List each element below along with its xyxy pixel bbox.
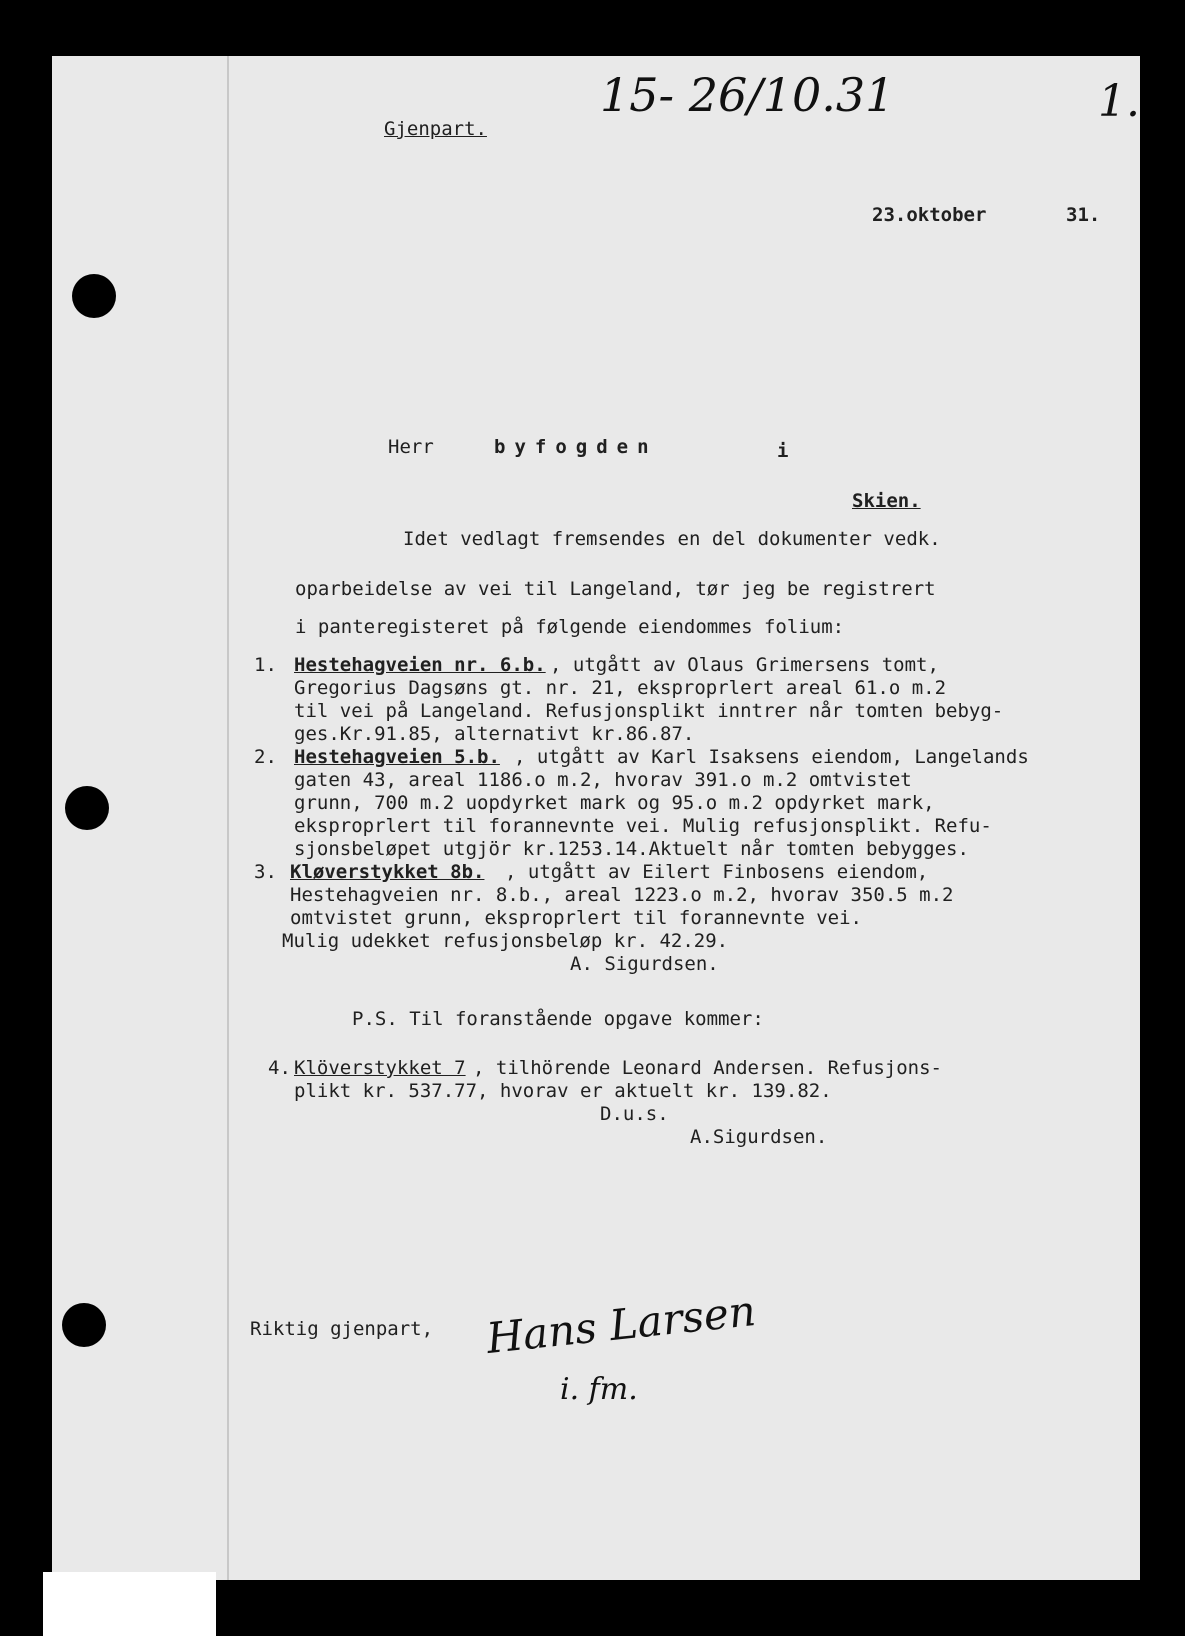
intro-line-2: oparbeidelse av vei til Langeland, tør jeg be registrert	[295, 578, 936, 600]
item-line: Gregorius Dagsøns gt. nr. 21, eksproprlert areal 61.o m.2	[294, 677, 947, 699]
item-title: Hestehagveien 5.b.	[294, 746, 500, 768]
item-title: Hestehagveien nr. 6.b.	[294, 654, 546, 676]
certification-text: Riktig gjenpart,	[250, 1318, 434, 1340]
recipient: byfogden	[494, 436, 658, 458]
handwritten-page-number: 1.	[1098, 76, 1140, 127]
item-line: , utgått av Olaus Grimersens tomt,	[550, 654, 939, 676]
item-line: ges.Kr.91.85, alternativt kr.86.87.	[294, 723, 695, 745]
postscript-line: P.S. Til foranstående opgave kommer:	[352, 1008, 764, 1030]
intro-line-1: Idet vedlagt fremsendes en del dokumenter vedk.	[403, 528, 941, 550]
item-line: Mulig udekket refusjonsbeløp kr. 42.29.	[282, 930, 729, 952]
item-title: Kløverstykket 8b.	[290, 861, 485, 883]
item-line: , utgått av Eilert Finbosens eiendom,	[505, 861, 929, 883]
item-line: gaten 43, areal 1186.o m.2, hvorav 391.o m.2 omtvistet	[294, 769, 912, 791]
item-line: til vei på Langeland. Refusjonsplikt inntrer når tomten bebyg-	[294, 700, 1004, 722]
letter-date: 23.oktober	[872, 204, 987, 226]
document-title: Gjenpart.	[384, 118, 487, 140]
handwritten-reference: 15- 26/10.31	[600, 68, 895, 122]
item-number: 4.	[268, 1057, 291, 1079]
punch-hole-bottom	[62, 1303, 106, 1347]
item-line: eksproprlert til forannevnte vei. Mulig refusjonsplikt. Refu-	[294, 815, 992, 837]
item-line: omtvistet grunn, eksproprlert til forannevnte vei.	[290, 907, 862, 929]
letter-year: 31.	[1066, 204, 1101, 226]
item-line: grunn, 700 m.2 uopdyrket mark og 95.o m.2 opdyrket mark,	[294, 792, 935, 814]
item-line: , utgått av Karl Isaksens eiendom, Langelands	[514, 746, 1029, 768]
handwritten-title: i. fm.	[560, 1372, 638, 1407]
punch-hole-middle	[65, 786, 109, 830]
signature-first: A. Sigurdsen.	[570, 953, 719, 975]
intro-line-3: i panteregisteret på følgende eiendommes folium:	[295, 616, 845, 638]
item-number: 2.	[254, 746, 277, 768]
item-line: sjonsbeløpet utgjör kr.1253.14.Aktuelt når tomten bebygges.	[294, 838, 969, 860]
recipient-city: Skien.	[852, 490, 921, 512]
item-number: 1.	[254, 654, 277, 676]
fold-line	[227, 56, 229, 1580]
recipient-preposition: i	[777, 440, 789, 462]
closing-abbreviation: D.u.s.	[600, 1103, 669, 1125]
salutation: Herr	[388, 436, 434, 458]
item-line: , tilhörende Leonard Andersen. Refusjons-	[473, 1057, 942, 1079]
item-title: Klöverstykket 7	[294, 1057, 466, 1079]
punch-hole-top	[72, 274, 116, 318]
item-line: plikt kr. 537.77, hvorav er aktuelt kr. 139.82.	[294, 1080, 832, 1102]
item-line: Hestehagveien nr. 8.b., areal 1223.o m.2, hvorav 350.5 m.2	[290, 884, 954, 906]
signature-second: A.Sigurdsen.	[690, 1126, 828, 1148]
scan-margin-strip	[43, 1572, 216, 1636]
item-number: 3.	[254, 861, 277, 883]
handwritten-signature: Hans Larsen	[484, 1286, 758, 1363]
